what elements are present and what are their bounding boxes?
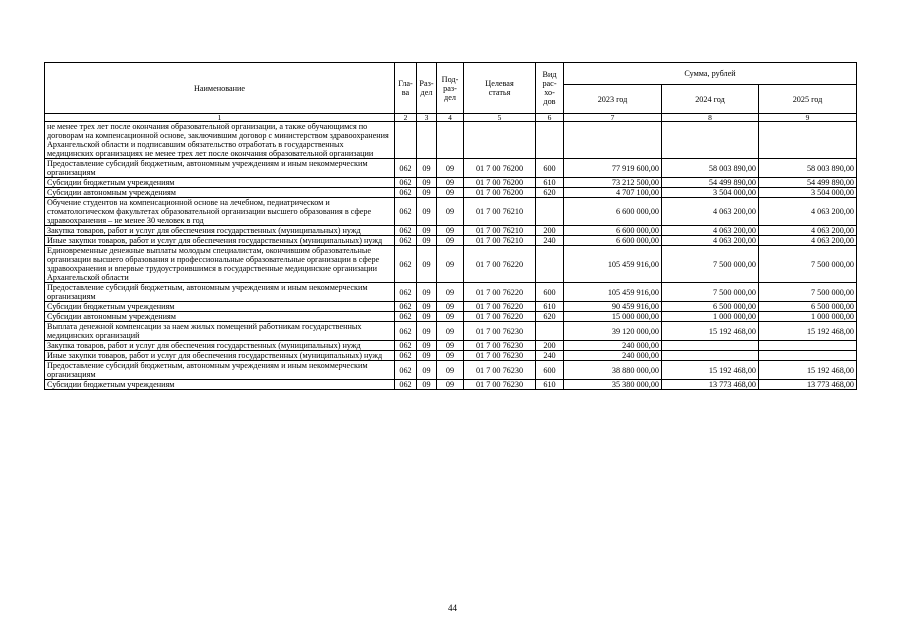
row-sum-2024: 13 773 468,00 xyxy=(662,380,759,390)
row-sum-2023: 73 212 500,00 xyxy=(564,178,662,188)
row-glava: 062 xyxy=(395,236,417,246)
row-razdel: 09 xyxy=(417,361,437,380)
row-target: 01 7 00 76200 xyxy=(464,159,536,178)
header-year-2023: 2023 год xyxy=(564,85,662,114)
row-vid xyxy=(536,122,564,159)
row-razdel: 09 xyxy=(417,283,437,302)
table-row xyxy=(45,236,857,246)
column-number: 6 xyxy=(536,114,564,122)
row-name: Субсидии бюджетным учреждениям xyxy=(45,178,395,188)
column-number-row xyxy=(45,114,857,122)
row-glava: 062 xyxy=(395,302,417,312)
row-podrazdel: 09 xyxy=(437,236,464,246)
row-sum-2025: 3 504 000,00 xyxy=(759,188,857,198)
row-name: Иные закупки товаров, работ и услуг для обеспечения государственных (муниципальных) нужд xyxy=(45,236,395,246)
row-target: 01 7 00 76210 xyxy=(464,236,536,246)
row-target: 01 7 00 76200 xyxy=(464,188,536,198)
row-name: Закупка товаров, работ и услуг для обеспечения государственных (муниципальных) нужд xyxy=(45,226,395,236)
row-vid xyxy=(536,246,564,283)
row-sum-2023: 6 600 000,00 xyxy=(564,236,662,246)
row-razdel: 09 xyxy=(417,188,437,198)
row-podrazdel: 09 xyxy=(437,198,464,226)
table-row xyxy=(45,341,857,351)
row-podrazdel: 09 xyxy=(437,226,464,236)
row-razdel: 09 xyxy=(417,178,437,188)
row-target: 01 7 00 76230 xyxy=(464,380,536,390)
row-vid: 620 xyxy=(536,188,564,198)
row-name: Субсидии бюджетным учреждениям xyxy=(45,380,395,390)
row-vid: 200 xyxy=(536,226,564,236)
row-sum-2024: 15 192 468,00 xyxy=(662,322,759,341)
row-glava: 062 xyxy=(395,351,417,361)
row-sum-2025: 4 063 200,00 xyxy=(759,236,857,246)
row-sum-2025: 13 773 468,00 xyxy=(759,380,857,390)
row-razdel: 09 xyxy=(417,322,437,341)
row-sum-2025: 54 499 890,00 xyxy=(759,178,857,188)
row-sum-2025 xyxy=(759,341,857,351)
row-glava: 062 xyxy=(395,341,417,351)
row-sum-2024: 7 500 000,00 xyxy=(662,283,759,302)
row-sum-2025: 15 192 468,00 xyxy=(759,322,857,341)
row-target: 01 7 00 76200 xyxy=(464,178,536,188)
header-glava: Гла- ва xyxy=(395,63,417,114)
row-razdel: 09 xyxy=(417,302,437,312)
row-sum-2025: 4 063 200,00 xyxy=(759,198,857,226)
row-sum-2024 xyxy=(662,341,759,351)
row-podrazdel: 09 xyxy=(437,188,464,198)
row-glava: 062 xyxy=(395,361,417,380)
row-sum-2025: 4 063 200,00 xyxy=(759,226,857,236)
row-podrazdel: 09 xyxy=(437,351,464,361)
header-year-2024: 2024 год xyxy=(662,85,759,114)
row-sum-2025: 1 000 000,00 xyxy=(759,312,857,322)
row-target: 01 7 00 76220 xyxy=(464,302,536,312)
table-row xyxy=(45,122,857,159)
row-sum-2023: 15 000 000,00 xyxy=(564,312,662,322)
row-name: Субсидии бюджетным учреждениям xyxy=(45,302,395,312)
column-number: 8 xyxy=(662,114,759,122)
row-sum-2023: 240 000,00 xyxy=(564,341,662,351)
row-sum-2024: 7 500 000,00 xyxy=(662,246,759,283)
row-glava: 062 xyxy=(395,322,417,341)
row-razdel: 09 xyxy=(417,246,437,283)
row-sum-2024 xyxy=(662,122,759,159)
row-sum-2024: 1 000 000,00 xyxy=(662,312,759,322)
row-sum-2024: 4 063 200,00 xyxy=(662,236,759,246)
row-vid: 600 xyxy=(536,159,564,178)
row-glava: 062 xyxy=(395,159,417,178)
row-sum-2024: 15 192 468,00 xyxy=(662,361,759,380)
row-glava: 062 xyxy=(395,246,417,283)
table-row xyxy=(45,159,857,178)
row-target: 01 7 00 76230 xyxy=(464,351,536,361)
row-target: 01 7 00 76220 xyxy=(464,246,536,283)
table-row xyxy=(45,351,857,361)
row-name: Субсидии автономным учреждениям xyxy=(45,312,395,322)
row-podrazdel: 09 xyxy=(437,178,464,188)
row-sum-2023: 4 707 100,00 xyxy=(564,188,662,198)
row-vid: 200 xyxy=(536,341,564,351)
row-vid xyxy=(536,322,564,341)
row-name: Закупка товаров, работ и услуг для обеспечения государственных (муниципальных) нужд xyxy=(45,341,395,351)
row-sum-2024: 4 063 200,00 xyxy=(662,198,759,226)
row-sum-2023: 90 459 916,00 xyxy=(564,302,662,312)
row-vid: 620 xyxy=(536,312,564,322)
row-vid: 240 xyxy=(536,236,564,246)
row-name: Предоставление субсидий бюджетным, автономным учреждениям и иным некоммерческим организациям xyxy=(45,361,395,380)
row-podrazdel: 09 xyxy=(437,341,464,351)
row-sum-2024 xyxy=(662,351,759,361)
row-sum-2023: 105 459 916,00 xyxy=(564,246,662,283)
row-vid: 600 xyxy=(536,361,564,380)
table-row xyxy=(45,246,857,283)
table-row xyxy=(45,178,857,188)
row-glava: 062 xyxy=(395,312,417,322)
table-row xyxy=(45,188,857,198)
row-sum-2023 xyxy=(564,122,662,159)
row-name: Субсидии автономным учреждениям xyxy=(45,188,395,198)
row-sum-2025: 7 500 000,00 xyxy=(759,246,857,283)
row-target: 01 7 00 76210 xyxy=(464,226,536,236)
table-body xyxy=(45,122,857,390)
row-sum-2024: 3 504 000,00 xyxy=(662,188,759,198)
row-target xyxy=(464,122,536,159)
row-sum-2023: 6 600 000,00 xyxy=(564,198,662,226)
row-sum-2025 xyxy=(759,351,857,361)
header-podrazdel: Под- раз- дел xyxy=(437,63,464,114)
row-razdel: 09 xyxy=(417,341,437,351)
header-razdel: Раз- дел xyxy=(417,63,437,114)
table-row xyxy=(45,380,857,390)
budget-table xyxy=(44,62,857,390)
row-name: Обучение студентов на компенсационной основе на лечебном, педиатрическом и стоматологическом факультетах образовательной организации высшего образования в сфере здравоохранения – не менее 30 человек в год xyxy=(45,198,395,226)
row-vid: 610 xyxy=(536,178,564,188)
row-target: 01 7 00 76230 xyxy=(464,361,536,380)
table-row xyxy=(45,361,857,380)
table-row xyxy=(45,302,857,312)
row-glava: 062 xyxy=(395,226,417,236)
row-podrazdel: 09 xyxy=(437,380,464,390)
row-vid xyxy=(536,198,564,226)
row-razdel xyxy=(417,122,437,159)
row-glava: 062 xyxy=(395,283,417,302)
row-razdel: 09 xyxy=(417,351,437,361)
row-name: Иные закупки товаров, работ и услуг для обеспечения государственных (муниципальных) нужд xyxy=(45,351,395,361)
row-target: 01 7 00 76210 xyxy=(464,198,536,226)
row-razdel: 09 xyxy=(417,226,437,236)
row-glava: 062 xyxy=(395,198,417,226)
row-sum-2023: 77 919 600,00 xyxy=(564,159,662,178)
row-podrazdel: 09 xyxy=(437,159,464,178)
row-razdel: 09 xyxy=(417,380,437,390)
column-number: 1 xyxy=(45,114,395,122)
row-glava xyxy=(395,122,417,159)
page-number: 44 xyxy=(448,603,457,613)
row-target: 01 7 00 76230 xyxy=(464,322,536,341)
row-sum-2024: 54 499 890,00 xyxy=(662,178,759,188)
table-row xyxy=(45,322,857,341)
column-number: 9 xyxy=(759,114,857,122)
row-podrazdel: 09 xyxy=(437,283,464,302)
row-razdel: 09 xyxy=(417,159,437,178)
header-target: Целевая статья xyxy=(464,63,536,114)
row-podrazdel: 09 xyxy=(437,302,464,312)
row-sum-2023: 35 380 000,00 xyxy=(564,380,662,390)
table-row xyxy=(45,312,857,322)
row-sum-2025: 6 500 000,00 xyxy=(759,302,857,312)
row-sum-2023: 240 000,00 xyxy=(564,351,662,361)
row-target: 01 7 00 76230 xyxy=(464,341,536,351)
row-podrazdel: 09 xyxy=(437,312,464,322)
row-sum-2024: 4 063 200,00 xyxy=(662,226,759,236)
row-sum-2024: 6 500 000,00 xyxy=(662,302,759,312)
row-podrazdel: 09 xyxy=(437,322,464,341)
column-number: 7 xyxy=(564,114,662,122)
row-sum-2023: 6 600 000,00 xyxy=(564,226,662,236)
row-target: 01 7 00 76220 xyxy=(464,283,536,302)
header-year-2025: 2025 год xyxy=(759,85,857,114)
row-name: Единовременные денежные выплаты молодым специалистам, окончившим образовательные организации высшего образования и профессиональные образовательные организации в сфере здравоохранения и впервые трудоустроившимся в государственные медицинские организации Архангельской области xyxy=(45,246,395,283)
row-sum-2023: 105 459 916,00 xyxy=(564,283,662,302)
header-sum: Сумма, рублей xyxy=(564,63,857,85)
row-target: 01 7 00 76220 xyxy=(464,312,536,322)
column-number: 5 xyxy=(464,114,536,122)
column-number: 4 xyxy=(437,114,464,122)
row-glava: 062 xyxy=(395,188,417,198)
header-vid: Вид рас- хо- дов xyxy=(536,63,564,114)
header-name: Наименование xyxy=(45,63,395,114)
row-podrazdel: 09 xyxy=(437,246,464,283)
column-number: 2 xyxy=(395,114,417,122)
row-glava: 062 xyxy=(395,178,417,188)
row-razdel: 09 xyxy=(417,198,437,226)
row-podrazdel: 09 xyxy=(437,361,464,380)
table-row xyxy=(45,198,857,226)
row-sum-2025: 58 003 890,00 xyxy=(759,159,857,178)
row-vid: 240 xyxy=(536,351,564,361)
row-podrazdel xyxy=(437,122,464,159)
row-name: Предоставление субсидий бюджетным, автономным учреждениям и иным некоммерческим организациям xyxy=(45,283,395,302)
row-sum-2025: 7 500 000,00 xyxy=(759,283,857,302)
row-razdel: 09 xyxy=(417,312,437,322)
row-vid: 610 xyxy=(536,302,564,312)
row-sum-2024: 58 003 890,00 xyxy=(662,159,759,178)
column-number: 3 xyxy=(417,114,437,122)
table-row xyxy=(45,226,857,236)
row-vid: 600 xyxy=(536,283,564,302)
row-sum-2023: 39 120 000,00 xyxy=(564,322,662,341)
row-name: Выплата денежной компенсации за наем жилых помещений работникам государственных медицинских организаций xyxy=(45,322,395,341)
row-sum-2023: 38 880 000,00 xyxy=(564,361,662,380)
row-name: не менее трех лет после окончания образовательной организации, а также обучающимся по договорам на компенсационной основе, заключившим договор с министерством здравоохранения Архангельской области и подписавшим обязательство отработать в государственных медицинских организациях не менее трех лет после окончания образовательной организации xyxy=(45,122,395,159)
row-glava: 062 xyxy=(395,380,417,390)
row-sum-2025: 15 192 468,00 xyxy=(759,361,857,380)
table-row xyxy=(45,283,857,302)
row-sum-2025 xyxy=(759,122,857,159)
row-vid: 610 xyxy=(536,380,564,390)
row-name: Предоставление субсидий бюджетным, автономным учреждениям и иным некоммерческим организациям xyxy=(45,159,395,178)
row-razdel: 09 xyxy=(417,236,437,246)
